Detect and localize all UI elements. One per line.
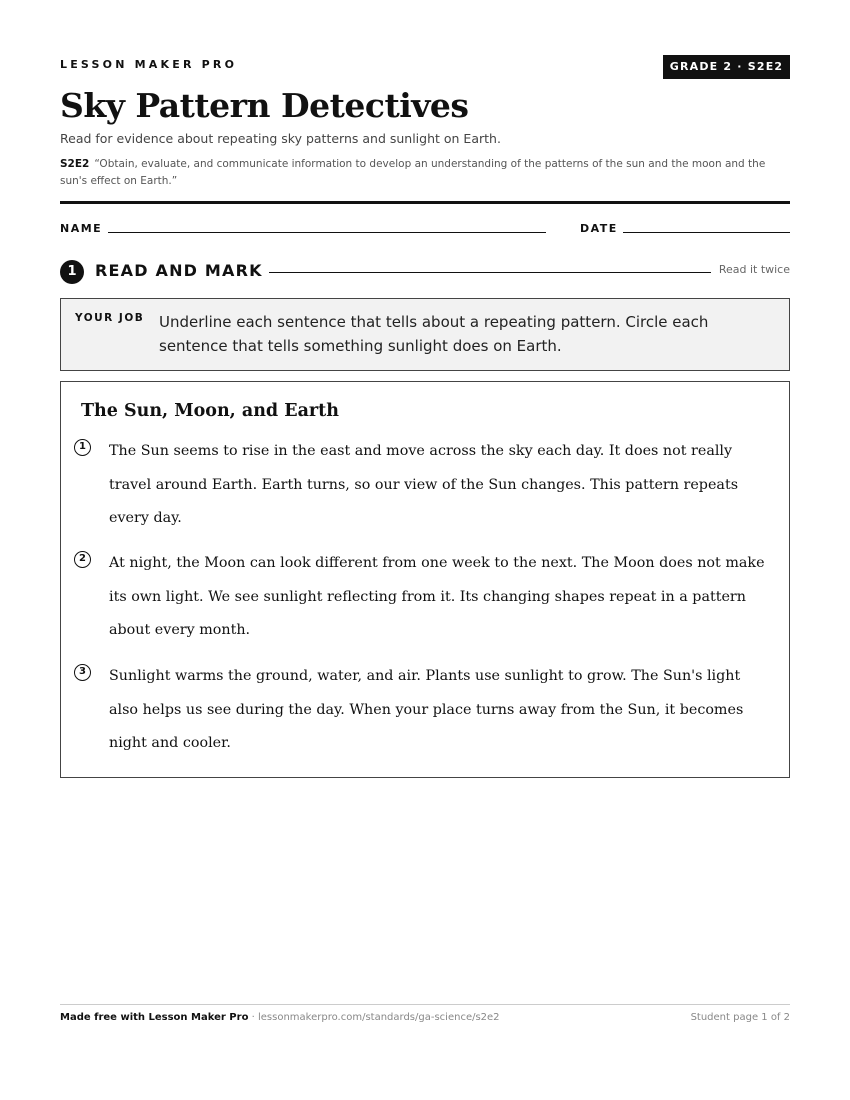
section-title: READ AND MARK bbox=[95, 261, 263, 280]
standard-statement bbox=[60, 156, 790, 190]
grade-badge: GRADE 2 · S2E2 bbox=[663, 55, 790, 79]
paragraph-number: 1 bbox=[74, 439, 91, 456]
paragraph-number: 3 bbox=[74, 664, 91, 681]
paragraph-text: At night, the Moon can look different from one week to the next. The Moon does not make its own light. We see sunlight reflecting from it. Its changing shapes repeat in a pattern about every month. bbox=[109, 555, 765, 639]
section-divider bbox=[269, 272, 711, 273]
page-subtitle: Read for evidence about repeating sky patterns and sunlight on Earth. bbox=[60, 131, 501, 146]
standard-code: S2E2 bbox=[60, 158, 90, 170]
paragraph-number: 2 bbox=[74, 551, 91, 568]
footer-brand: Made free with Lesson Maker Pro bbox=[60, 1012, 249, 1023]
reading-passage bbox=[60, 381, 790, 778]
section-hint: Read it twice bbox=[718, 263, 790, 276]
instructions-text: Underline each sentence that tells about a repeating pattern. Circle each sentence that tells something sunlight does on Earth. bbox=[159, 313, 709, 355]
paragraph-text: The Sun seems to rise in the east and move across the sky each day. It does not really travel around Earth. Earth turns, so our view of the Sun changes. This pattern repeats every day. bbox=[109, 443, 739, 527]
footer-url-link[interactable]: lessonmakerpro.com/standards/ga-science/s2e2 bbox=[257, 1012, 500, 1023]
instructions-label: YOUR JOB bbox=[75, 312, 145, 324]
footer-divider bbox=[60, 1004, 790, 1005]
section-number-badge: 1 bbox=[60, 260, 84, 284]
footer-credit bbox=[60, 1012, 500, 1023]
instructions-box bbox=[60, 298, 790, 371]
passage-title: The Sun, Moon, and Earth bbox=[81, 401, 339, 421]
date-label: DATE bbox=[580, 222, 618, 235]
name-field[interactable] bbox=[108, 232, 546, 233]
paragraph-text: Sunlight warms the ground, water, and air. Plants use sunlight to grow. The Sun's light also helps us see during the day. When your place turns away from the Sun, it becomes night and cooler. bbox=[109, 668, 744, 752]
date-field[interactable] bbox=[623, 232, 790, 233]
page-number: Student page 1 of 2 bbox=[690, 1012, 790, 1023]
worksheet-page bbox=[60, 0, 790, 1100]
name-label: NAME bbox=[60, 222, 103, 235]
header-divider bbox=[60, 201, 790, 204]
standard-text: “Obtain, evaluate, and communicate information to develop an understanding of the patterns of the sun and the moon and the sun's effect on Earth.” bbox=[60, 158, 766, 187]
footer-separator: · bbox=[248, 1012, 258, 1023]
page-title: Sky Pattern Detectives bbox=[60, 86, 469, 125]
brand-name: LESSON MAKER PRO bbox=[60, 58, 238, 71]
